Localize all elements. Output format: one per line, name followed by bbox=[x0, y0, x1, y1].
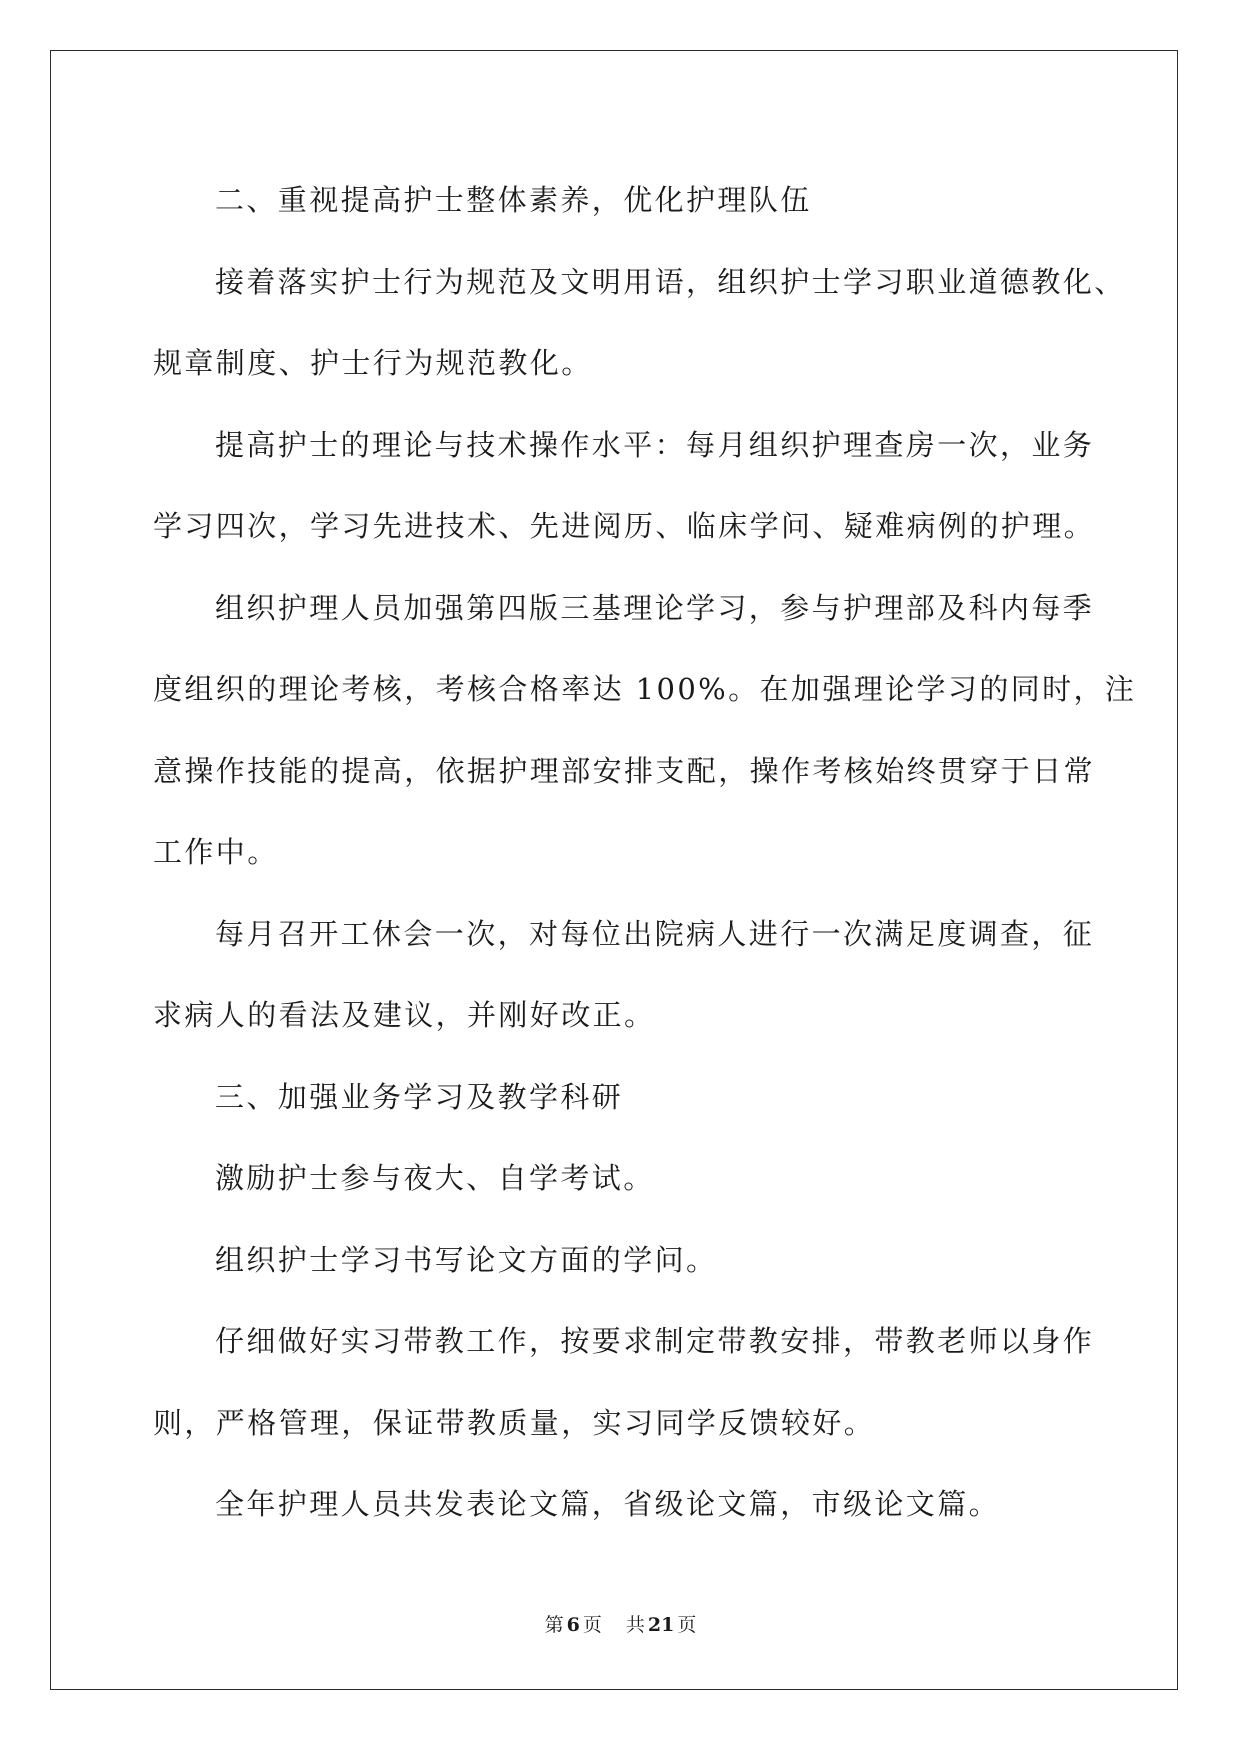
total-pages: 21 bbox=[647, 1614, 675, 1636]
paragraph-line: 度组织的理论考核，考核合格率达 100%。在加强理论学习的同时，注 bbox=[153, 672, 1137, 706]
page-prefix: 第 bbox=[544, 1614, 564, 1636]
total-suffix: 页 bbox=[677, 1614, 697, 1636]
heading-section-3: 三、加强业务学习及教学科研 bbox=[215, 1079, 624, 1114]
paragraph-line: 组织护士学习书写论文方面的学问。 bbox=[215, 1242, 718, 1277]
paragraph-line: 仔细做好实习带教工作，按要求制定带教安排，带教老师以身作 bbox=[215, 1324, 1095, 1358]
document-body bbox=[153, 160, 1137, 1546]
paragraph-line: 工作中。 bbox=[153, 835, 279, 869]
paragraph-line: 则，严格管理，保证带教质量，实习同学反馈较好。 bbox=[153, 1405, 876, 1440]
paragraph-line: 激励护士参与夜大、自学考试。 bbox=[215, 1161, 655, 1195]
paragraph-line: 意操作技能的提高，依据护理部安排支配，操作考核始终贯穿于日常 bbox=[153, 753, 1096, 788]
paragraph-line: 组织护理人员加强第四版三基理论学习，参与护理部及科内每季 bbox=[215, 590, 1095, 625]
paragraph-line: 求病人的看法及建议，并刚好改正。 bbox=[153, 998, 656, 1032]
total-prefix: 共 bbox=[625, 1614, 645, 1636]
paragraph-line: 规章制度、护士行为规范教化。 bbox=[153, 346, 593, 380]
page-footer bbox=[0, 1613, 1241, 1637]
paragraph-line: 每月召开工休会一次，对每位出院病人进行一次满足度调查，征 bbox=[215, 916, 1095, 951]
paragraph-line: 接着落实护士行为规范及文明用语，组织护士学习职业道德教化、 bbox=[215, 264, 1126, 299]
heading-section-2: 二、重视提高护士整体素养，优化护理队伍 bbox=[215, 183, 812, 217]
page-suffix: 页 bbox=[582, 1614, 602, 1636]
paragraph-line: 提高护士的理论与技术操作水平：每月组织护理查房一次，业务 bbox=[215, 427, 1095, 462]
paragraph-line: 学习四次，学习先进技术、先进阅历、临床学问、疑难病例的护理。 bbox=[153, 509, 1096, 543]
paragraph-line: 全年护理人员共发表论文篇，省级论文篇，市级论文篇。 bbox=[215, 1487, 1001, 1521]
page-number: 6 bbox=[566, 1614, 580, 1636]
